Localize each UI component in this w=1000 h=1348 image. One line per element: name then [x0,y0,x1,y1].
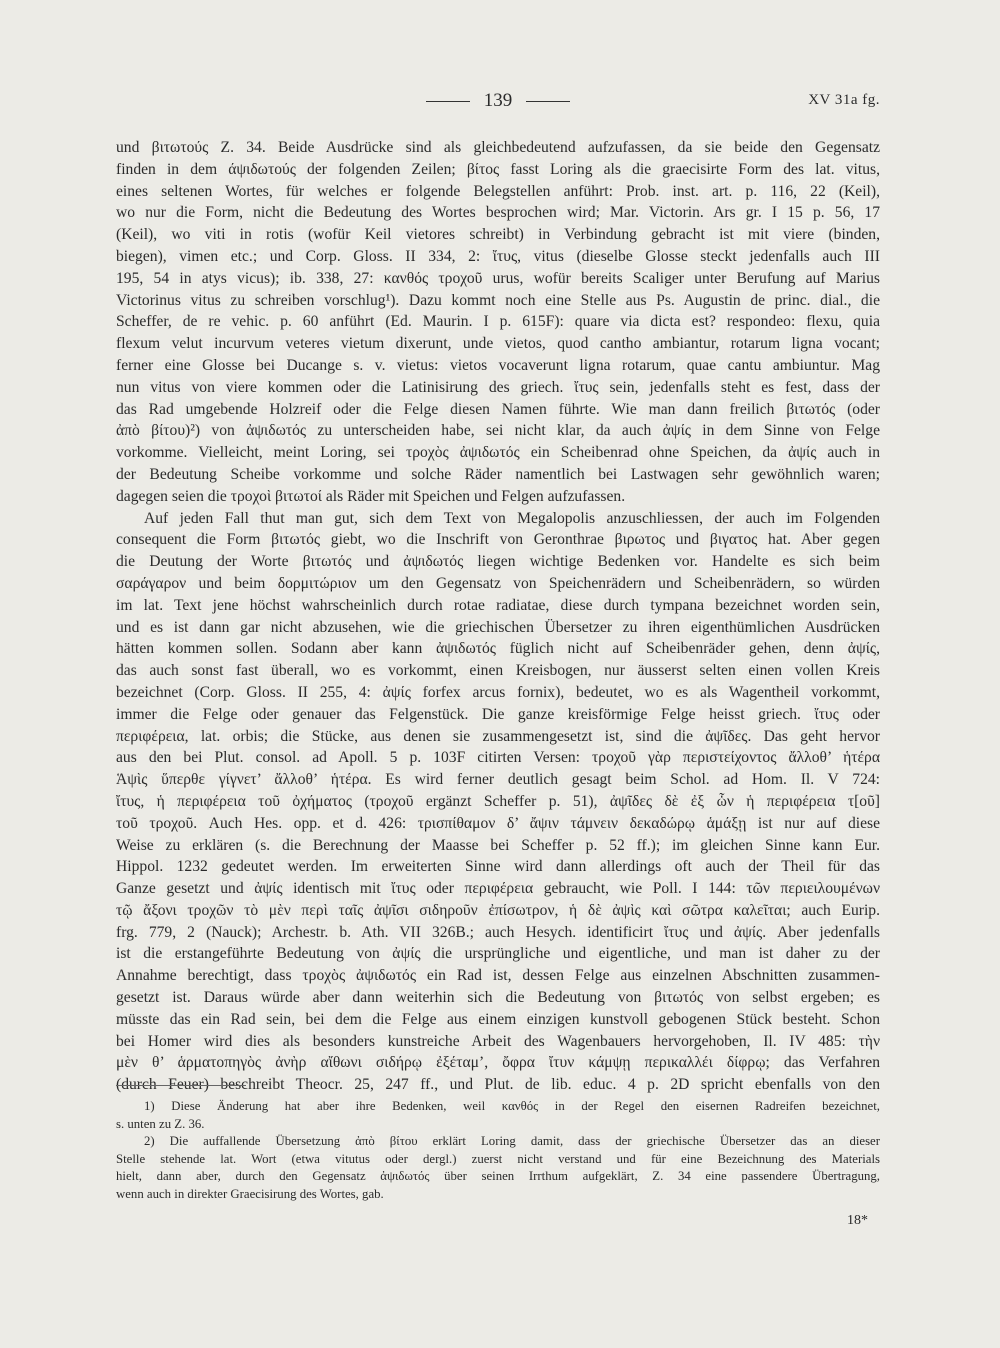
text-line: ist die erstangeführte Bedeutung von ἀψίς die ursprüngliche und eigentliche, und man ist daher zu der [116,945,880,963]
printer-signature: 18* [847,1213,868,1228]
footnote-line: hielt, dann aber, durch den Gegensatz ἀψιδωτός über seinen Irrthum aufgeklärt, Z. 34 eine passendere Übertragung, [116,1169,880,1184]
text-line: Annahme berechtigt, dass τροχὸς ἀψιδωτός ein Rad ist, dessen Felge aus einzelnen Abschnitten zusammen- [116,967,880,985]
text-line: vorkomme. Vielleicht, meint Loring, sei τροχὸς ἀψιδωτός ein Scheibenrad ohne Speichen, da ἀψίς auch in [116,444,880,462]
text-line: Weise zu erklären (s. die Berechnung der Maasse bei Scheffer p. 52 ff.); im gleichen Sinne kann Eur. [116,836,880,854]
text-line: frg. 779, 2 (Nauck); Archestr. b. Ath. VII 326B.; auch Hesych. identificirt ἴτυς und ἀψίς. Aber jedenfalls [116,923,880,941]
text-line: Ἁψὶς ὕπερθε γίγνετ’ ἄλλοθ’ ἡτέρα. Es wird ferner deutlich gesagt beim Schol. ad Hom. Il. V 724: [116,771,880,789]
text-line: das Rad umgebende Holzreif oder die Felge diesen Namen führte. Wie man dann freilich βιτωτός (oder [116,400,880,418]
text-line: finden in dem άψιδωτούς der folgenden Zeilen; βίτος fasst Loring als die graecisirte Form des lat. vitus, [116,160,880,178]
text-line: das auch sonst fast überall, wo es vorkommt, einen Kreisbogen, nur äusserst selten einen vollen Kreis [116,662,880,680]
footnotes [116,1098,880,1204]
text-line: hätten kommen sollen. Sodann aber kann ἀψιδωτός füglich nicht auf Scheibenräder gehen, denn ἀψίς, [116,640,880,658]
text-line: müsste das ein Rad sein, bei dem die Felge aus einem einzigen kunstvoll gebogenen Stück besteht. Schon [116,1010,880,1028]
footnote-line: s. unten zu Z. 36. [116,1116,205,1131]
text-line: Victorinus vitus zu schreiben vorschlug¹). Dazu kommt noch eine Stelle aus Ps. Augustin de princ. dial., die [116,291,880,309]
footnote-line: Stelle stehende lat. Wort (etwa vitutus oder dergl.) zuerst nicht verstand und für eine Bezeichnung des Materials [116,1151,880,1166]
text-line: περιφέρεια, lat. orbis; die Stücke, aus denen sie zusammengesetzt ist, sind die ἀψῖδες. Das geht hervor [116,727,880,745]
text-line: nun vitus von viere kommen oder die Latinisirung des griech. ἴτυς sein, jedenfalls steht es fest, dass der [116,378,880,396]
footnote-line: 2) Die auffallende Übersetzung ἀπὸ βίτου erklärt Loring damit, dass der griechische Übersetzer das an dieser [144,1134,880,1149]
text-line: bei Homer wird dies als besonders kunstreiche Arbeit des Wagenbauers hervorgehoben, Il. IV 485: τὴν [116,1032,880,1050]
text-line: wo nur die Form, nicht die Bedeutung des Wortes besprochen wird; Mar. Victorin. Ars gr. I 15 p. 56, 17 [116,204,880,222]
footnote-rule [116,1085,246,1086]
text-line: und βιτωτούς Z. 34. Beide Ausdrücke sind als gleichbedeutend aufzufassen, da sie beide den Gegensatz [116,139,880,156]
section-reference: XV 31a fg. [808,92,880,108]
text-line: 195, 54 in atys vicus); ib. 338, 27: κανθός τροχοῦ urus, wofür bereits Scaliger unter Berufung auf Marius [116,269,880,287]
text-line: Ganze gesetzt und ἀψίς identisch mit ἴτυς oder περιφέρεια gebraucht, wie Poll. I 144: τῶν περιειλουμένων [116,880,880,898]
text-line: dagegen seien die τροχοὶ βιτωτοί als Räder mit Speichen und Felgen aufzufassen. [116,487,626,505]
text-line: τῷ ἄξονι τροχῶν τὸ μὲν περὶ ταῖς ἀψῖσι σιδηροῦν ἐπίσωτρον, ἡ δὲ ἀψὶς καὶ σῶτρα καλεῖται; auch Eurip. [116,901,880,919]
text-line: (durch Feuer) beschreibt Theocr. 25, 247 ff., und Plut. de lib. educ. 4 p. 2D spricht ebenfalls von den [116,1076,880,1094]
text-line: (Keil), wo viti in rotis (wofür Keil vietores schreibt) in Verbindung gebracht ist mit viere (binden, [116,226,880,244]
text-line: Hippol. 1232 gedeutet werden. Im erweiterten Sinne wird dann allerdings oft auch der Theil für das [116,858,880,876]
text-line: σαράγαρον und beim δορμιτώριον um den Gegensatz von Speichenrädern und Scheibenrädern, so würden [116,574,880,592]
text-line: τοῦ τροχοῦ. Auch Hes. opp. et d. 426: τρισπίθαμον δ’ ἄψιν τάμνειν δεκαδώρῳ ἁμάξῃ ist nur auf diese [116,814,880,832]
page-number: 139 [116,90,880,112]
text-line: flexum velut incurvum veteres vietum dixerunt, unde vietos, quod cantho ambiantur, rotarum ligna vocant; [116,335,880,353]
text-line: Auf jeden Fall thut man gut, sich dem Text von Megalopolis anzuschliessen, der auch im Folgenden [144,509,880,527]
text-line: ἀπὸ βίτου)²) von ἀψιδωτός zu unterscheiden habe, sei nicht klar, da auch ἀψίς in dem Sinne von Felge [116,422,880,440]
text-line: der Bedeutung Scheibe vorkomme und solche Räder namentlich bei Lastwagen sehr gewöhnlich waren; [116,465,880,483]
text-line: eines seltenen Wortes, für welches er folgende Belegstellen anführt: Prob. inst. art. p. 116, 22 (Keil), [116,182,880,200]
text-line: und es ist dann gar nicht abzusehen, wie die griechischen Übersetzer zu ihren eigenthümlichen Ausdrücken [116,618,880,636]
text-line: die Deutung der Worte βιτωτός und ἀψιδωτός liegen wichtige Bedenken vor. Handelte es sich beim [116,553,880,571]
text-line: immer die Felge oder genauer das Felgenstück. Die ganze kreisförmige Felge heisst griech. ἴτυς oder [116,705,880,723]
page-header [116,88,880,118]
text-line: im lat. Text jene höchst wahrscheinlich durch rotae radiatae, diese durch tympana bezeichnet worden sein, [116,596,880,614]
text-line: μὲν θ’ ἁρματοπηγὸς ἀνὴρ αἴθωνι σιδήρῳ ἐξέταμ’, ὄφρα ἴτυν κάμψῃ περικαλλέι δίφρῳ; das Verfahren [116,1054,880,1072]
footnote-line: 1) Diese Änderung hat aber ihre Bedenken, weil κανθός in der Regel den eisernen Radreifen bezeichnet, [144,1099,880,1113]
text-line: ferner eine Glosse bei Ducange s. v. vietus: vietos vocaverunt ligna rotarum, quae cantu ambiuntur. Mag [116,356,880,374]
text-line: Scheffer, de re vehic. p. 60 anführt (Ed. Maurin. I p. 615F): quare via dicta est? respondeo: flexu, quia [116,313,880,331]
text-line: bezeichnet (Corp. Gloss. II 255, 4: ἀψίς forfex arcus fornix), bedeutet, wo es als Wagentheil vorkommt, [116,683,880,701]
footnote-line: wenn auch in direkter Graecisirung des Wortes, gab. [116,1186,384,1201]
main-text [116,137,880,1096]
text-line: ἴτυς, ἡ περιφέρεια τοῦ ὀχήματος (τροχοῦ ergänzt Scheffer p. 51), ἀψῖδες δὲ ἐξ ὧν ἡ περιφέρεια τ[οῦ] [116,792,880,810]
text-line: biegen), vimen etc.; und Corp. Gloss. II 334, 2: ἴτυς, vitus (dieselbe Glosse steckt jedenfalls auch III [116,247,880,265]
text-line: consequent die Form βιτωτός giebt, wo die Inschrift von Geronthrae βιρωτος und βιγατος hat. Aber gegen [116,531,880,549]
text-line: gesetzt ist. Daraus würde aber dann weiterhin sich die Bedeutung von βιτωτός von selbst ergeben; es [116,989,880,1007]
text-line: aus den bei Plut. consol. ad Apoll. 5 p. 103F citirten Versen: τροχοῦ γὰρ περιστείχοντος ἄλλοθ’ ἡτέρα [116,749,880,767]
